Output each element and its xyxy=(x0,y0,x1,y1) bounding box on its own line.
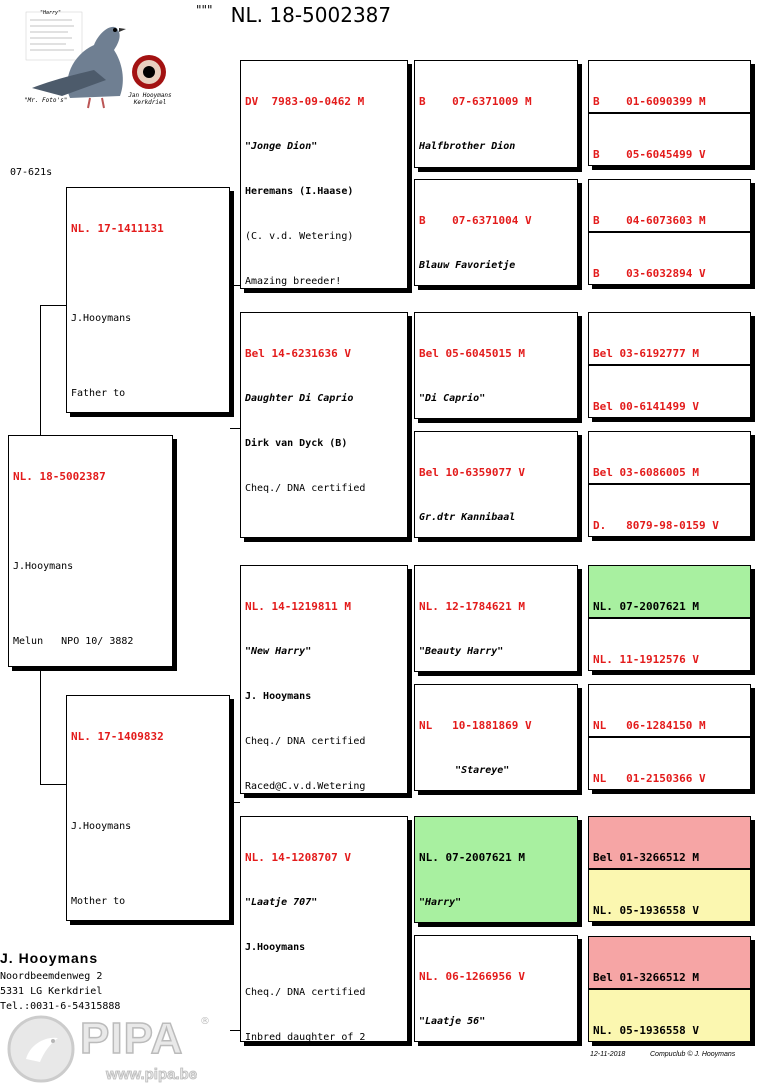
pedigree-ggg-4 xyxy=(588,232,751,285)
breeder-name: J.Hooymans xyxy=(245,942,306,953)
ring-number: NL 06-1284150 M xyxy=(593,719,706,732)
pedigree-ggg-3 xyxy=(588,179,751,232)
ring-number: Bel 10-6359077 V xyxy=(419,466,525,479)
title-quote-marks: """ xyxy=(196,3,213,17)
pipa-url: www.pipa.be xyxy=(106,1066,198,1083)
info-line: Raced@C.v.d.Wetering xyxy=(245,781,366,792)
ring-number: NL. 12-1784621 M xyxy=(419,600,525,613)
pedigree-gg-7 xyxy=(414,816,578,923)
pigeon-name: Blauw Favorietje xyxy=(419,260,516,271)
pigeon-name: Daughter Di Caprio xyxy=(245,393,354,404)
pedigree-ggg-12 xyxy=(588,737,751,790)
ring-number: Bel 00-6141499 V xyxy=(593,400,699,413)
ring-number: B 05-6045499 V xyxy=(593,148,706,161)
ring-number: DV 7983-09-0462 M xyxy=(245,95,365,108)
breeder-name: J. Hooymans xyxy=(245,691,312,702)
pedigree-ggg-5 xyxy=(588,312,751,365)
photo-small-text: "Harry" xyxy=(40,10,62,16)
ring-number: B 01-6090399 M xyxy=(593,95,706,108)
owner-city: 5331 LG Kerkdriel xyxy=(0,986,103,997)
ring-number: Bel 03-6192777 M xyxy=(593,347,699,360)
info-line: J.Hooymans xyxy=(13,561,74,572)
ring-number: Bel 03-6086005 M xyxy=(593,466,699,479)
pedigree-gg-5 xyxy=(414,565,578,672)
info-line: J.Hooymans xyxy=(71,313,132,324)
info-line: Mother to xyxy=(71,896,126,907)
breeder-name: Dirk van Dyck (B) xyxy=(245,438,348,449)
photo-caption-left: "Mr. Foto's" xyxy=(24,97,68,104)
connector-line xyxy=(230,802,240,803)
pedigree-ggg-16 xyxy=(588,989,751,1042)
pigeon-name: "New Harry" xyxy=(245,646,312,657)
pipa-logo-icon xyxy=(6,1014,76,1084)
ring-number: NL. 05-1936558 V xyxy=(593,904,699,917)
owner-address: Noordbeemdenweg 2 xyxy=(0,971,103,982)
pedigree-ggg-7 xyxy=(588,431,751,484)
ring-number: NL. 07-2007621 M xyxy=(419,851,525,864)
ring-number: B 03-6032894 V xyxy=(593,267,706,280)
info-line: Amazing breeder! xyxy=(245,276,342,287)
pigeon-name: "Laatje 707" xyxy=(245,897,318,908)
footer-date: 12-11-2018 xyxy=(590,1051,626,1058)
info-line: Inbred daughter of 2 xyxy=(245,1032,366,1042)
ring-number: NL. 14-1208707 V xyxy=(245,851,351,864)
footer-credit: Compuclub © J. Hooymans xyxy=(650,1051,736,1058)
pedigree-gg-8 xyxy=(414,935,578,1042)
pedigree-ggg-13 xyxy=(588,816,751,869)
pigeon-name: "Di Caprio" xyxy=(419,393,486,404)
owner-phone: Tel.:0031-6-54315888 xyxy=(0,1001,121,1012)
connector-line xyxy=(230,285,240,286)
info-line: Cheq./ DNA certified xyxy=(245,736,366,747)
pedigree-ggg-14 xyxy=(588,869,751,922)
ring-number: NL. 07-2007621 M xyxy=(593,600,699,613)
registered-icon: ® xyxy=(200,1016,210,1027)
ring-number: NL. 05-1936558 V xyxy=(593,1024,699,1037)
ring-number: NL. 14-1219811 M xyxy=(245,600,351,613)
ring-number: NL. 17-1409832 xyxy=(71,730,164,743)
pedigree-dam-dam xyxy=(240,816,408,1042)
ring-number: Bel 01-3266512 M xyxy=(593,851,699,864)
ring-number: B 07-6371004 V xyxy=(419,214,532,227)
pigeon-name: "Jonge Dion" xyxy=(245,141,318,152)
pedigree-sire xyxy=(66,187,230,413)
pigeon-name: "Stareye" xyxy=(419,765,510,776)
connector-line xyxy=(40,784,66,785)
ring-number: NL. 06-1266956 V xyxy=(419,970,525,983)
pigeon-name: "Harry" xyxy=(419,897,462,908)
ring-number: NL. 17-1411131 xyxy=(71,222,164,235)
connector-line xyxy=(40,305,41,435)
photo-caption-right: Jan Hooymans Kerkdriel xyxy=(128,92,172,106)
pedigree-title xyxy=(196,3,391,27)
ring-number: NL. 18-5002387 xyxy=(13,470,106,483)
connector-line xyxy=(40,305,66,306)
pedigree-ggg-10 xyxy=(588,618,751,671)
pigeon-photo xyxy=(22,10,172,110)
pedigree-gg-2 xyxy=(414,179,578,286)
owner-name: J. Hooymans xyxy=(0,950,99,966)
pedigree-dam xyxy=(66,695,230,921)
pedigree-gg-1 xyxy=(414,60,578,168)
ring-number: B 04-6073603 M xyxy=(593,214,706,227)
pedigree-ggg-2 xyxy=(588,113,751,166)
pedigree-ggg-6 xyxy=(588,365,751,418)
pedigree-ggg-8 xyxy=(588,484,751,537)
pedigree-ggg-1 xyxy=(588,60,751,113)
info-line: Cheq./ DNA certified xyxy=(245,987,366,998)
pedigree-ggg-9 xyxy=(588,565,751,618)
pedigree-gg-6 xyxy=(414,684,578,791)
pedigree-dam-sire xyxy=(240,565,408,794)
pigeon-name: Halfbrother Dion xyxy=(419,141,516,152)
pedigree-sire-sire xyxy=(240,60,408,289)
pedigree-subject xyxy=(8,435,173,667)
pedigree-gg-3 xyxy=(414,312,578,419)
connector-line xyxy=(230,1030,240,1031)
info-line: (C. v.d. Wetering) xyxy=(245,231,354,242)
owner-block xyxy=(0,950,200,1014)
ring-number: B 07-6371009 M xyxy=(419,95,532,108)
connector-line xyxy=(230,428,240,429)
info-line: Father to xyxy=(71,388,126,399)
side-code: 07-621s xyxy=(10,167,53,178)
info-line: Melun NPO 10/ 3882 xyxy=(13,636,134,647)
pigeon-name: "Beauty Harry" xyxy=(419,646,504,657)
ring-number: Bel 01-3266512 M xyxy=(593,971,699,984)
pipa-brand: PIPA xyxy=(80,1014,184,1063)
ring-number: NL 01-2150366 V xyxy=(593,772,706,785)
info-line: J.Hooymans xyxy=(71,821,132,832)
ring-number: Bel 14-6231636 V xyxy=(245,347,351,360)
pigeon-name: "Laatje 56" xyxy=(419,1016,486,1027)
pedigree-ggg-15 xyxy=(588,936,751,989)
pedigree-sire-dam xyxy=(240,312,408,538)
pedigree-gg-4 xyxy=(414,431,578,538)
ring-number: D. 8079-98-0159 V xyxy=(593,519,719,532)
ring-number: Bel 05-6045015 M xyxy=(419,347,525,360)
pedigree-ggg-11 xyxy=(588,684,751,737)
info-line: Cheq./ DNA certified xyxy=(245,483,366,494)
title-ring-number: NL. 18-5002387 xyxy=(230,3,392,27)
connector-line xyxy=(40,665,41,785)
breeder-name: Heremans (I.Haase) xyxy=(245,186,354,197)
ring-number: NL. 11-1912576 V xyxy=(593,653,699,666)
pigeon-name: Gr.dtr Kannibaal xyxy=(419,512,516,523)
pipa-watermark xyxy=(6,1010,216,1088)
ring-number: NL 10-1881869 V xyxy=(419,719,532,732)
